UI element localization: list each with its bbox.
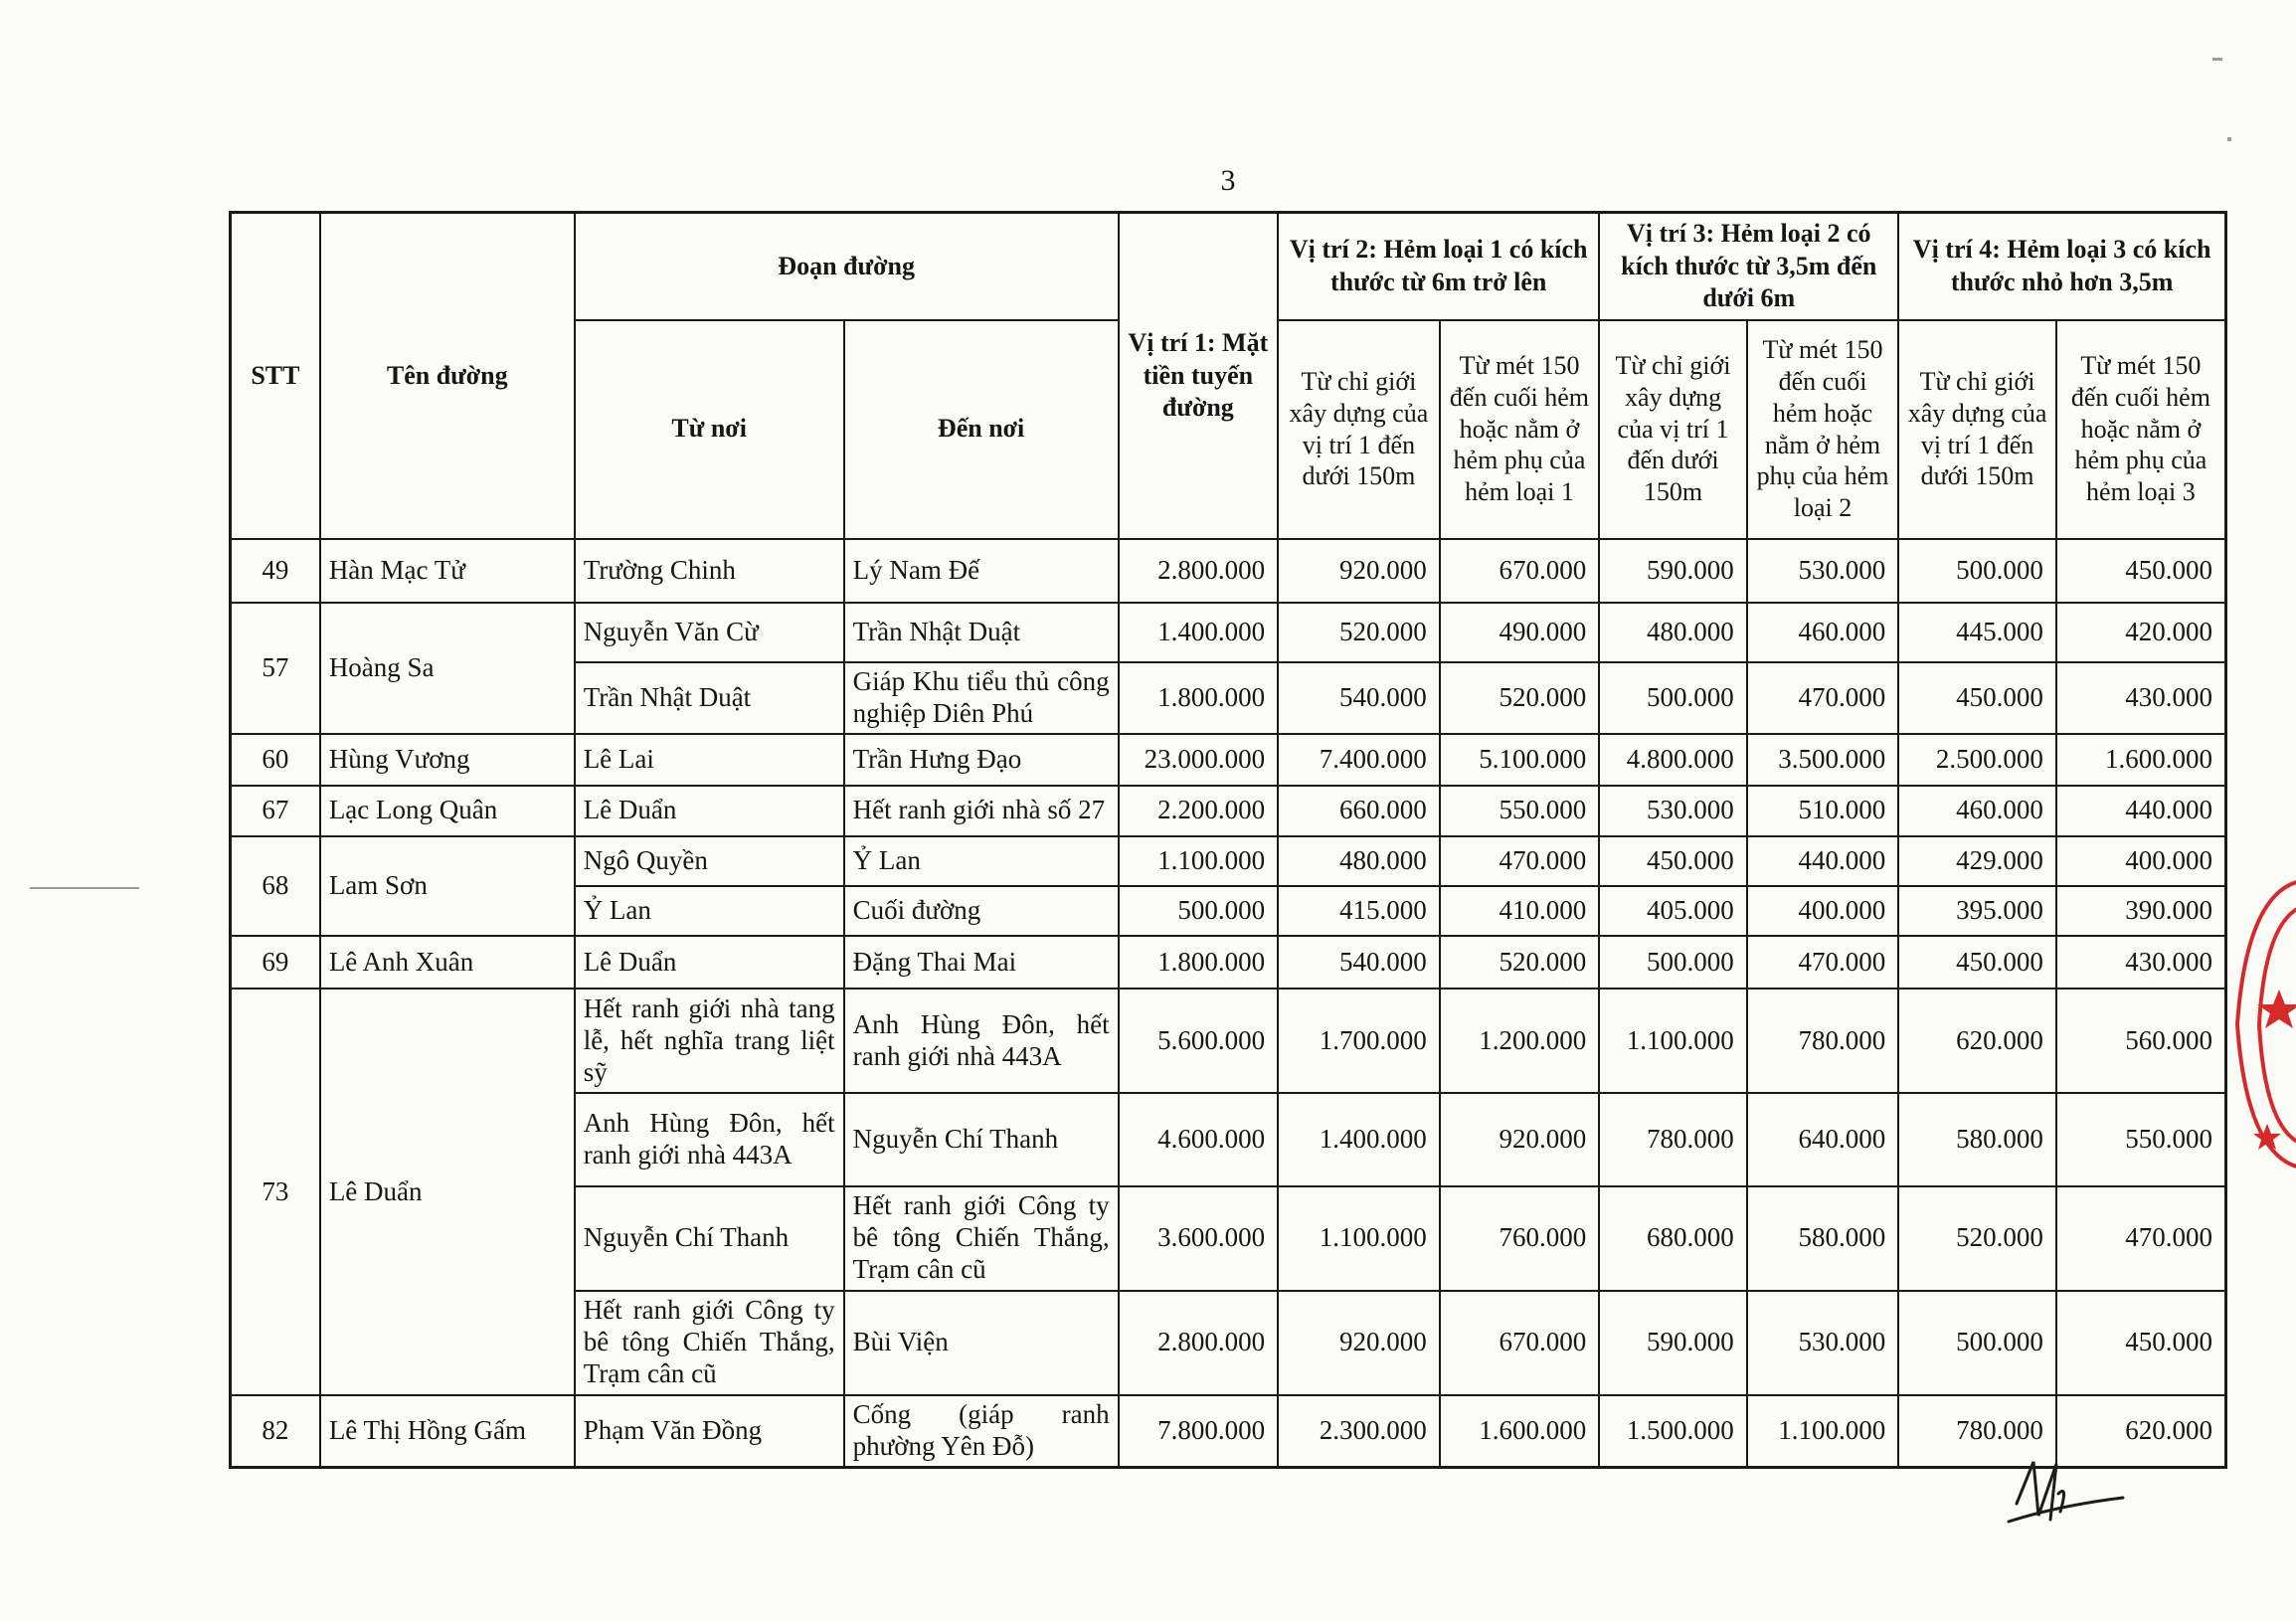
cell-vi-tri-2-a: 1.700.000: [1278, 989, 1440, 1093]
cell-vi-tri-4-a: 450.000: [1898, 936, 2056, 990]
cell-stt: 69: [231, 936, 320, 990]
cell-vi-tri-1: 2.800.000: [1119, 1291, 1279, 1395]
cell-stt: 49: [231, 539, 320, 603]
cell-vi-tri-2-a: 660.000: [1278, 786, 1440, 837]
cell-vi-tri-4-b: 440.000: [2056, 786, 2226, 837]
cell-vi-tri-3-a: 500.000: [1599, 936, 1747, 990]
cell-vi-tri-4-b: 620.000: [2056, 1395, 2226, 1468]
cell-to: Giáp Khu tiểu thủ công nghiệp Diên Phú: [844, 662, 1119, 734]
cell-vi-tri-1: 2.800.000: [1119, 539, 1279, 603]
cell-street-name: Hàn Mạc Tử: [320, 539, 575, 603]
cell-vi-tri-2-a: 540.000: [1278, 662, 1440, 734]
table-row: [231, 836, 2226, 886]
cell-from: Phạm Văn Đồng: [575, 1395, 844, 1468]
cell-vi-tri-2-b: 520.000: [1440, 936, 1600, 990]
cell-vi-tri-3-a: 405.000: [1599, 886, 1747, 936]
cell-vi-tri-2-a: 480.000: [1278, 836, 1440, 886]
header-ten-duong: Tên đường: [320, 213, 575, 539]
cell-vi-tri-4-b: 450.000: [2056, 1291, 2226, 1395]
cell-from: Lê Duẩn: [575, 786, 844, 837]
header-vi-tri-2: Vị trí 2: Hẻm loại 1 có kích thước từ 6m trở lên: [1278, 213, 1599, 320]
signature: [1999, 1454, 2128, 1533]
header-vi-tri-4-b: Từ mét 150 đến cuối hẻm hoặc nằm ở hẻm phụ của hẻm loại 3: [2056, 320, 2226, 539]
cell-vi-tri-2-a: 1.100.000: [1278, 1186, 1440, 1291]
cell-vi-tri-4-a: 429.000: [1898, 836, 2056, 886]
cell-to: Lý Nam Đế: [844, 539, 1119, 603]
header-vi-tri-3-a: Từ chỉ giới xây dựng của vị trí 1 đến dưới 150m: [1599, 320, 1747, 539]
cell-vi-tri-4-b: 450.000: [2056, 539, 2226, 603]
cell-from: Trường Chinh: [575, 539, 844, 603]
cell-vi-tri-4-a: 520.000: [1898, 1186, 2056, 1291]
cell-street-name: Hoàng Sa: [320, 603, 575, 734]
cell-vi-tri-1: 3.600.000: [1119, 1186, 1279, 1291]
table-row: [231, 989, 2226, 1093]
cell-vi-tri-2-b: 520.000: [1440, 662, 1600, 734]
cell-vi-tri-3-a: 1.100.000: [1599, 989, 1747, 1093]
cell-vi-tri-3-b: 3.500.000: [1747, 734, 1899, 786]
header-vi-tri-4-a: Từ chỉ giới xây dựng của vị trí 1 đến dưới 150m: [1898, 320, 2056, 539]
red-seal-stamp: [2227, 875, 2296, 1173]
cell-from: Nguyễn Văn Cừ: [575, 603, 844, 662]
cell-from: Lê Duẩn: [575, 936, 844, 990]
cell-to: Trần Hưng Đạo: [844, 734, 1119, 786]
cell-vi-tri-3-b: 640.000: [1747, 1093, 1899, 1185]
cell-to: Hết ranh giới Công ty bê tông Chiến Thắng, Trạm cân cũ: [844, 1186, 1119, 1291]
cell-vi-tri-1: 2.200.000: [1119, 786, 1279, 837]
cell-vi-tri-3-a: 1.500.000: [1599, 1395, 1747, 1468]
header-stt: STT: [231, 213, 320, 539]
cell-vi-tri-4-b: 430.000: [2056, 662, 2226, 734]
cell-vi-tri-4-b: 390.000: [2056, 886, 2226, 936]
cell-vi-tri-3-b: 470.000: [1747, 936, 1899, 990]
cell-street-name: Lam Sơn: [320, 836, 575, 935]
table-row: [231, 603, 2226, 662]
cell-vi-tri-3-a: 590.000: [1599, 1291, 1747, 1395]
cell-vi-tri-4-a: 500.000: [1898, 539, 2056, 603]
cell-vi-tri-3-a: 500.000: [1599, 662, 1747, 734]
cell-from: Lê Lai: [575, 734, 844, 786]
cell-vi-tri-3-a: 530.000: [1599, 786, 1747, 837]
cell-to: Bùi Viện: [844, 1291, 1119, 1395]
cell-vi-tri-4-a: 445.000: [1898, 603, 2056, 662]
cell-vi-tri-2-b: 1.600.000: [1440, 1395, 1600, 1468]
cell-vi-tri-2-a: 540.000: [1278, 936, 1440, 990]
cell-stt: 82: [231, 1395, 320, 1468]
cell-vi-tri-1: 5.600.000: [1119, 989, 1279, 1093]
cell-to: Anh Hùng Đôn, hết ranh giới nhà 443A: [844, 989, 1119, 1093]
cell-vi-tri-1: 500.000: [1119, 886, 1279, 936]
cell-vi-tri-4-a: 500.000: [1898, 1291, 2056, 1395]
cell-from: Anh Hùng Đôn, hết ranh giới nhà 443A: [575, 1093, 844, 1185]
cell-vi-tri-3-b: 510.000: [1747, 786, 1899, 837]
cell-stt: 73: [231, 989, 320, 1394]
cell-vi-tri-4-a: 450.000: [1898, 662, 2056, 734]
table-row: [231, 936, 2226, 990]
cell-vi-tri-2-b: 920.000: [1440, 1093, 1600, 1185]
cell-vi-tri-1: 1.100.000: [1119, 836, 1279, 886]
cell-vi-tri-1: 1.800.000: [1119, 936, 1279, 990]
cell-to: Nguyễn Chí Thanh: [844, 1093, 1119, 1185]
cell-vi-tri-2-a: 7.400.000: [1278, 734, 1440, 786]
cell-vi-tri-4-b: 1.600.000: [2056, 734, 2226, 786]
cell-to: Cống (giáp ranh phường Yên Đỗ): [844, 1395, 1119, 1468]
cell-vi-tri-2-b: 470.000: [1440, 836, 1600, 886]
cell-to: Hết ranh giới nhà số 27: [844, 786, 1119, 837]
header-vi-tri-3: Vị trí 3: Hẻm loại 2 có kích thước từ 3,5m đến dưới 6m: [1599, 213, 1898, 320]
cell-vi-tri-3-a: 680.000: [1599, 1186, 1747, 1291]
cell-vi-tri-2-b: 760.000: [1440, 1186, 1600, 1291]
cell-vi-tri-2-a: 520.000: [1278, 603, 1440, 662]
cell-street-name: Lê Thị Hồng Gấm: [320, 1395, 575, 1468]
header-den-noi: Đến nơi: [844, 320, 1119, 539]
scan-edge-mark: [30, 887, 139, 889]
cell-from: Hết ranh giới nhà tang lễ, hết nghĩa trang liệt sỹ: [575, 989, 844, 1093]
cell-vi-tri-2-b: 550.000: [1440, 786, 1600, 837]
cell-vi-tri-4-a: 620.000: [1898, 989, 2056, 1093]
cell-vi-tri-2-b: 490.000: [1440, 603, 1600, 662]
cell-vi-tri-3-b: 580.000: [1747, 1186, 1899, 1291]
cell-vi-tri-2-a: 920.000: [1278, 539, 1440, 603]
cell-vi-tri-4-b: 430.000: [2056, 936, 2226, 990]
cell-from: Nguyễn Chí Thanh: [575, 1186, 844, 1291]
cell-vi-tri-4-a: 2.500.000: [1898, 734, 2056, 786]
cell-vi-tri-4-a: 395.000: [1898, 886, 2056, 936]
cell-vi-tri-3-a: 590.000: [1599, 539, 1747, 603]
cell-vi-tri-2-a: 415.000: [1278, 886, 1440, 936]
cell-vi-tri-4-b: 400.000: [2056, 836, 2226, 886]
cell-from: Ngô Quyền: [575, 836, 844, 886]
land-price-table: [229, 211, 2227, 1469]
cell-vi-tri-1: 7.800.000: [1119, 1395, 1279, 1468]
page-number: 3: [1220, 164, 1236, 197]
cell-vi-tri-2-b: 670.000: [1440, 1291, 1600, 1395]
cell-street-name: Lê Duẩn: [320, 989, 575, 1394]
header-doan-duong: Đoạn đường: [575, 213, 1119, 320]
cell-to: Trần Nhật Duật: [844, 603, 1119, 662]
cell-vi-tri-3-b: 440.000: [1747, 836, 1899, 886]
cell-vi-tri-3-b: 530.000: [1747, 539, 1899, 603]
cell-vi-tri-2-a: 2.300.000: [1278, 1395, 1440, 1468]
cell-vi-tri-4-a: 580.000: [1898, 1093, 2056, 1185]
cell-vi-tri-3-a: 480.000: [1599, 603, 1747, 662]
cell-vi-tri-3-b: 780.000: [1747, 989, 1899, 1093]
table-row: [231, 734, 2226, 786]
cell-vi-tri-1: 4.600.000: [1119, 1093, 1279, 1185]
header-vi-tri-3-b: Từ mét 150 đến cuối hẻm hoặc nằm ở hẻm phụ của hẻm loại 2: [1747, 320, 1899, 539]
cell-from: Trần Nhật Duật: [575, 662, 844, 734]
header-vi-tri-4: Vị trí 4: Hẻm loại 3 có kích thước nhỏ hơn 3,5m: [1898, 213, 2225, 320]
cell-vi-tri-3-b: 460.000: [1747, 603, 1899, 662]
scan-edge-mark: [2227, 137, 2231, 141]
cell-vi-tri-1: 1.400.000: [1119, 603, 1279, 662]
cell-vi-tri-3-a: 780.000: [1599, 1093, 1747, 1185]
cell-vi-tri-4-b: 560.000: [2056, 989, 2226, 1093]
cell-vi-tri-2-a: 1.400.000: [1278, 1093, 1440, 1185]
header-tu-noi: Từ nơi: [575, 320, 844, 539]
cell-vi-tri-4-b: 470.000: [2056, 1186, 2226, 1291]
header-vi-tri-1: Vị trí 1: Mặt tiền tuyến đường: [1119, 213, 1279, 539]
cell-street-name: Lê Anh Xuân: [320, 936, 575, 990]
cell-to: Đặng Thai Mai: [844, 936, 1119, 990]
cell-stt: 60: [231, 734, 320, 786]
cell-vi-tri-4-b: 420.000: [2056, 603, 2226, 662]
cell-vi-tri-3-b: 470.000: [1747, 662, 1899, 734]
cell-to: Cuối đường: [844, 886, 1119, 936]
cell-vi-tri-2-b: 670.000: [1440, 539, 1600, 603]
cell-from: Ỷ Lan: [575, 886, 844, 936]
header-vi-tri-2-a: Từ chỉ giới xây dựng của vị trí 1 đến dưới 150m: [1278, 320, 1440, 539]
cell-vi-tri-3-b: 530.000: [1747, 1291, 1899, 1395]
cell-vi-tri-3-b: 1.100.000: [1747, 1395, 1899, 1468]
cell-street-name: Hùng Vương: [320, 734, 575, 786]
cell-vi-tri-4-a: 780.000: [1898, 1395, 2056, 1468]
cell-vi-tri-3-a: 450.000: [1599, 836, 1747, 886]
cell-vi-tri-2-b: 410.000: [1440, 886, 1600, 936]
cell-vi-tri-1: 23.000.000: [1119, 734, 1279, 786]
cell-vi-tri-2-a: 920.000: [1278, 1291, 1440, 1395]
table-row: [231, 1395, 2226, 1468]
cell-street-name: Lạc Long Quân: [320, 786, 575, 837]
table-row: [231, 786, 2226, 837]
scan-edge-mark: [2212, 58, 2222, 61]
table-row: [231, 539, 2226, 603]
cell-vi-tri-1: 1.800.000: [1119, 662, 1279, 734]
cell-vi-tri-4-b: 550.000: [2056, 1093, 2226, 1185]
cell-stt: 68: [231, 836, 320, 935]
cell-vi-tri-3-b: 400.000: [1747, 886, 1899, 936]
cell-to: Ỷ Lan: [844, 836, 1119, 886]
header-vi-tri-2-b: Từ mét 150 đến cuối hẻm hoặc nằm ở hẻm phụ của hẻm loại 1: [1440, 320, 1600, 539]
cell-stt: 57: [231, 603, 320, 734]
cell-from: Hết ranh giới Công ty bê tông Chiến Thắng, Trạm cân cũ: [575, 1291, 844, 1395]
cell-vi-tri-4-a: 460.000: [1898, 786, 2056, 837]
cell-vi-tri-3-a: 4.800.000: [1599, 734, 1747, 786]
cell-stt: 67: [231, 786, 320, 837]
cell-vi-tri-2-b: 5.100.000: [1440, 734, 1600, 786]
cell-vi-tri-2-b: 1.200.000: [1440, 989, 1600, 1093]
